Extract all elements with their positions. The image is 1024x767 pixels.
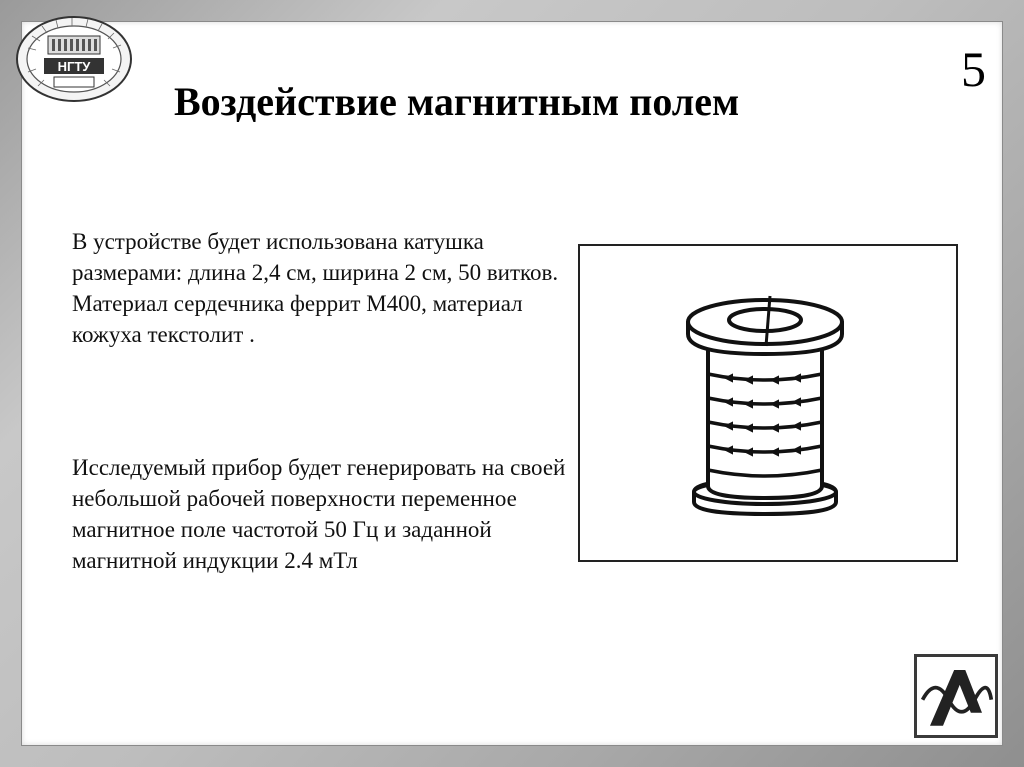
slide-number: 5 xyxy=(961,41,986,97)
coil-description-paragraph: В устройстве будет использована катушка размерами: длина 2,4 см, ширина 2 см, 50 витков. Материал сердечника феррит М400, материал кожуха текстолит . xyxy=(72,229,559,347)
sine-wave-logo-icon xyxy=(914,654,998,738)
coil-figure xyxy=(578,244,958,562)
page-title: Воздействие магнитным полем xyxy=(174,79,740,124)
logo-text: НГТУ xyxy=(57,59,91,74)
coil-icon xyxy=(680,294,850,524)
field-description-paragraph: Исследуемый прибор будет генерировать на своей небольшой рабочей поверхности переменное магнитное поле частотой 50 Гц и заданной магнитной индукции 2.4 мТл xyxy=(72,455,566,573)
